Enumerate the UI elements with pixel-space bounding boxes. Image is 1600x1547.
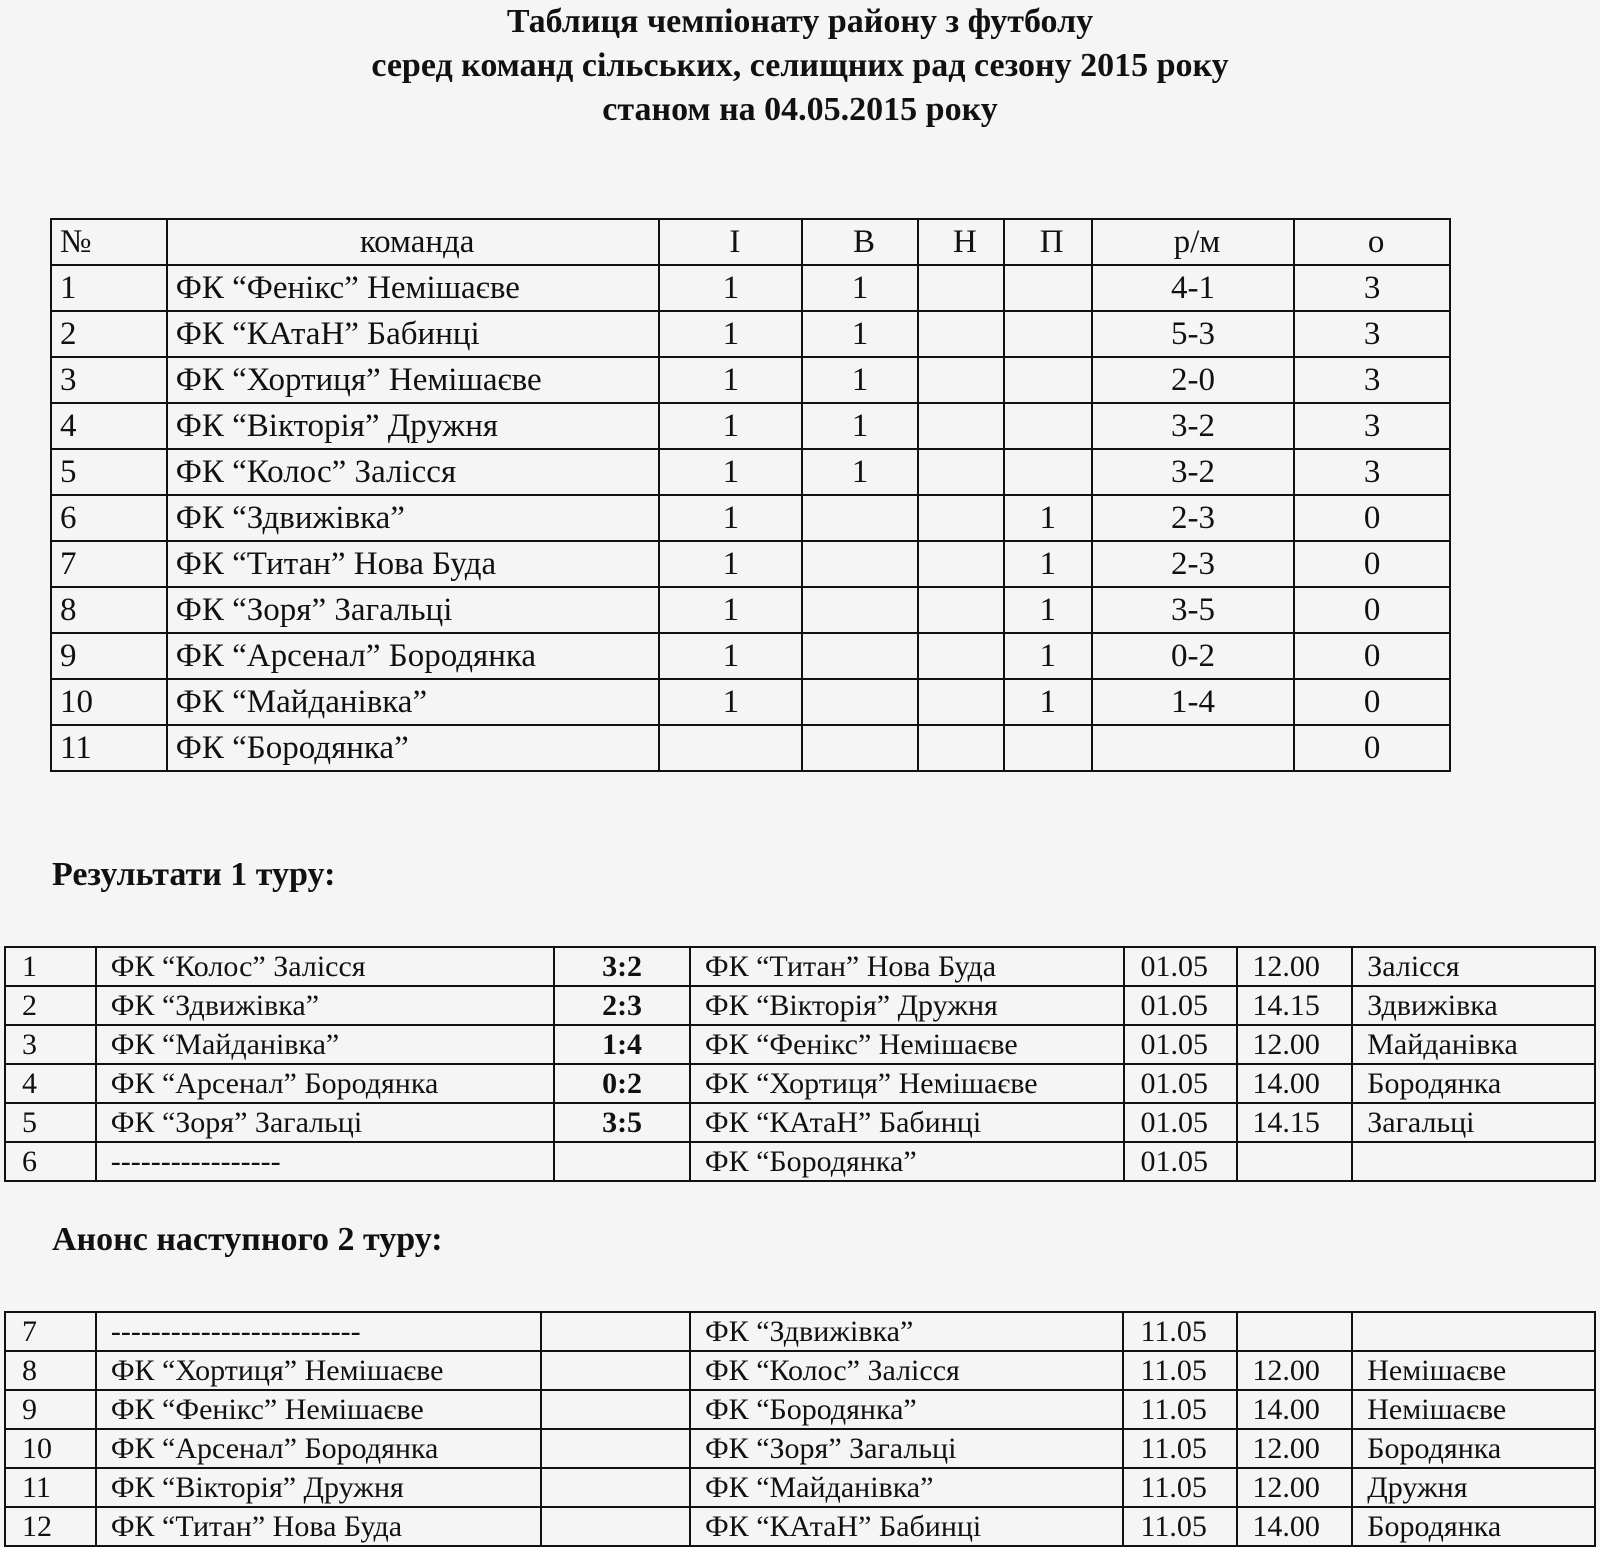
- away-team-cell: ФК “КАтаН” Бабинці: [690, 1507, 1124, 1546]
- standings-wins-cell: [802, 679, 918, 725]
- header-points: о: [1294, 219, 1450, 265]
- standings-wins-cell: [802, 495, 918, 541]
- time-cell: 14.15: [1237, 986, 1352, 1025]
- standings-table: [50, 218, 1451, 772]
- standings-wins-cell: 1: [802, 311, 918, 357]
- time-cell: 12.00: [1237, 1468, 1352, 1507]
- standings-goals-cell: 5-3: [1092, 311, 1295, 357]
- away-team-cell: ФК “КАтаН” Бабинці: [690, 1103, 1124, 1142]
- standings-losses-cell: 1: [1004, 587, 1092, 633]
- standings-points-cell: 0: [1294, 679, 1450, 725]
- match-number-cell: 10: [5, 1429, 96, 1468]
- venue-cell: [1352, 1312, 1595, 1351]
- date-cell: 11.05: [1123, 1468, 1237, 1507]
- standings-wins-cell: [802, 587, 918, 633]
- standings-played-cell: 1: [659, 311, 802, 357]
- standings-draws-cell: [918, 541, 1004, 587]
- score-cell: [541, 1507, 690, 1546]
- round2-match-row: [5, 1507, 1595, 1546]
- header-losses: П: [1004, 219, 1092, 265]
- standings-row: [51, 403, 1450, 449]
- date-cell: 11.05: [1123, 1351, 1237, 1390]
- standings-played-cell: 1: [659, 495, 802, 541]
- standings-row: [51, 449, 1450, 495]
- score-cell: 3:2: [554, 947, 690, 986]
- title-line-3: станом на 04.05.2015 року: [602, 91, 998, 128]
- standings-team-cell: ФК “Вікторія” Дружня: [167, 403, 660, 449]
- standings-wins-cell: [802, 725, 918, 771]
- standings-played-cell: 1: [659, 403, 802, 449]
- score-cell: [541, 1351, 690, 1390]
- standings-position-cell: 7: [51, 541, 167, 587]
- round1-results-table: [4, 946, 1596, 1182]
- standings-goals-cell: 0-2: [1092, 633, 1295, 679]
- date-cell: 11.05: [1123, 1390, 1237, 1429]
- standings-team-cell: ФК “Бородянка”: [167, 725, 660, 771]
- standings-wins-cell: 1: [802, 265, 918, 311]
- away-team-cell: ФК “Здвижівка”: [690, 1312, 1124, 1351]
- round1-match-row: [5, 986, 1595, 1025]
- standings-row: [51, 265, 1450, 311]
- round1-match-row: [5, 1103, 1595, 1142]
- away-team-cell: ФК “Вікторія” Дружня: [690, 986, 1124, 1025]
- standings-team-cell: ФК “Колос” Залісся: [167, 449, 660, 495]
- standings-losses-cell: 1: [1004, 633, 1092, 679]
- standings-position-cell: 6: [51, 495, 167, 541]
- standings-goals-cell: 3-2: [1092, 449, 1295, 495]
- standings-goals-cell: 2-0: [1092, 357, 1295, 403]
- standings-played-cell: 1: [659, 587, 802, 633]
- header-number: №: [51, 219, 167, 265]
- round2-heading: Анонс наступного 2 туру:: [52, 1221, 443, 1258]
- time-cell: 14.00: [1237, 1390, 1352, 1429]
- standings-position-cell: 3: [51, 357, 167, 403]
- away-team-cell: ФК “Колос” Залісся: [690, 1351, 1124, 1390]
- venue-cell: Залісся: [1352, 947, 1595, 986]
- standings-wins-cell: [802, 633, 918, 679]
- standings-points-cell: 0: [1294, 725, 1450, 771]
- score-cell: 1:4: [554, 1025, 690, 1064]
- venue-cell: [1352, 1142, 1595, 1181]
- score-cell: 3:5: [554, 1103, 690, 1142]
- standings-draws-cell: [918, 449, 1004, 495]
- header-draws: Н: [918, 219, 1004, 265]
- standings-played-cell: 1: [659, 633, 802, 679]
- time-cell: [1237, 1312, 1352, 1351]
- round2-match-row: [5, 1429, 1595, 1468]
- standings-points-cell: 3: [1294, 265, 1450, 311]
- away-team-cell: ФК “Бородянка”: [690, 1142, 1124, 1181]
- away-team-cell: ФК “Бородянка”: [690, 1390, 1124, 1429]
- home-team-cell: ФК “Майданівка”: [96, 1025, 555, 1064]
- standings-body: [51, 265, 1450, 771]
- venue-cell: Немішаєве: [1352, 1351, 1595, 1390]
- match-number-cell: 8: [5, 1351, 96, 1390]
- standings-row: [51, 311, 1450, 357]
- standings-points-cell: 3: [1294, 311, 1450, 357]
- standings-header-row: [51, 219, 1450, 265]
- standings-goals-cell: [1092, 725, 1295, 771]
- standings-team-cell: ФК “Майданівка”: [167, 679, 660, 725]
- time-cell: 12.00: [1237, 947, 1352, 986]
- score-cell: [554, 1142, 690, 1181]
- standings-played-cell: 1: [659, 679, 802, 725]
- standings-losses-cell: 1: [1004, 679, 1092, 725]
- match-number-cell: 1: [5, 947, 96, 986]
- standings-draws-cell: [918, 679, 1004, 725]
- standings-draws-cell: [918, 587, 1004, 633]
- standings-position-cell: 11: [51, 725, 167, 771]
- standings-position-cell: 5: [51, 449, 167, 495]
- title-line-1: Таблиця чемпіонату району з футболу: [506, 3, 1094, 40]
- score-cell: [541, 1312, 690, 1351]
- away-team-cell: ФК “Зоря” Загальці: [690, 1429, 1124, 1468]
- date-cell: 01.05: [1124, 1025, 1238, 1064]
- standings-row: [51, 357, 1450, 403]
- standings-draws-cell: [918, 265, 1004, 311]
- standings-played-cell: 1: [659, 357, 802, 403]
- away-team-cell: ФК “Майданівка”: [690, 1468, 1124, 1507]
- standings-goals-cell: 4-1: [1092, 265, 1295, 311]
- standings-played-cell: 1: [659, 265, 802, 311]
- home-team-cell: ФК “Вікторія” Дружня: [96, 1468, 541, 1507]
- venue-cell: Загальці: [1352, 1103, 1595, 1142]
- standings-played-cell: 1: [659, 541, 802, 587]
- venue-cell: Бородянка: [1352, 1429, 1595, 1468]
- date-cell: 11.05: [1123, 1429, 1237, 1468]
- round2-match-row: [5, 1468, 1595, 1507]
- title-line-2: серед команд сільських, селищних рад сезону 2015 року: [371, 47, 1229, 84]
- header-wins: В: [802, 219, 918, 265]
- score-cell: [541, 1390, 690, 1429]
- standings-points-cell: 0: [1294, 495, 1450, 541]
- standings-losses-cell: 1: [1004, 541, 1092, 587]
- standings-position-cell: 9: [51, 633, 167, 679]
- standings-team-cell: ФК “Здвижівка”: [167, 495, 660, 541]
- date-cell: 01.05: [1124, 986, 1238, 1025]
- round1-match-row: [5, 1025, 1595, 1064]
- match-number-cell: 4: [5, 1064, 96, 1103]
- round2-match-row: [5, 1390, 1595, 1429]
- round1-match-row: [5, 947, 1595, 986]
- score-cell: 2:3: [554, 986, 690, 1025]
- standings-points-cell: 3: [1294, 403, 1450, 449]
- standings-goals-cell: 3-5: [1092, 587, 1295, 633]
- standings-wins-cell: 1: [802, 357, 918, 403]
- date-cell: 11.05: [1123, 1507, 1237, 1546]
- time-cell: 12.00: [1237, 1429, 1352, 1468]
- venue-cell: Бородянка: [1352, 1064, 1595, 1103]
- round2-body: [5, 1312, 1595, 1546]
- home-team-cell: ФК “Хортиця” Немішаєве: [96, 1351, 541, 1390]
- standings-position-cell: 2: [51, 311, 167, 357]
- standings-goals-cell: 2-3: [1092, 495, 1295, 541]
- match-number-cell: 11: [5, 1468, 96, 1507]
- match-number-cell: 12: [5, 1507, 96, 1546]
- standings-points-cell: 0: [1294, 633, 1450, 679]
- home-team-cell: ФК “Арсенал” Бородянка: [96, 1064, 555, 1103]
- round2-match-row: [5, 1312, 1595, 1351]
- standings-row: [51, 541, 1450, 587]
- date-cell: 11.05: [1123, 1312, 1237, 1351]
- match-number-cell: 5: [5, 1103, 96, 1142]
- standings-team-cell: ФК “КАтаН” Бабинці: [167, 311, 660, 357]
- match-number-cell: 6: [5, 1142, 96, 1181]
- standings-losses-cell: [1004, 357, 1092, 403]
- round1-match-row: [5, 1064, 1595, 1103]
- home-team-cell: ФК “Зоря” Загальці: [96, 1103, 555, 1142]
- time-cell: [1237, 1142, 1352, 1181]
- header-goals: р/м: [1092, 219, 1295, 265]
- time-cell: 12.00: [1237, 1025, 1352, 1064]
- standings-losses-cell: [1004, 449, 1092, 495]
- round2-announce-table: [4, 1311, 1596, 1547]
- venue-cell: Дружня: [1352, 1468, 1595, 1507]
- standings-played-cell: [659, 725, 802, 771]
- standings-row: [51, 725, 1450, 771]
- standings-draws-cell: [918, 725, 1004, 771]
- time-cell: 14.15: [1237, 1103, 1352, 1142]
- standings-row: [51, 587, 1450, 633]
- date-cell: 01.05: [1124, 1103, 1238, 1142]
- date-cell: 01.05: [1124, 947, 1238, 986]
- standings-points-cell: 0: [1294, 587, 1450, 633]
- match-number-cell: 7: [5, 1312, 96, 1351]
- score-cell: [541, 1429, 690, 1468]
- match-number-cell: 9: [5, 1390, 96, 1429]
- header-played: І: [659, 219, 802, 265]
- time-cell: 12.00: [1237, 1351, 1352, 1390]
- match-number-cell: 2: [5, 986, 96, 1025]
- round1-body: [5, 947, 1595, 1181]
- standings-position-cell: 8: [51, 587, 167, 633]
- standings-losses-cell: [1004, 403, 1092, 449]
- home-team-cell: ФК “Титан” Нова Буда: [96, 1507, 541, 1546]
- score-cell: [541, 1468, 690, 1507]
- standings-draws-cell: [918, 311, 1004, 357]
- away-team-cell: ФК “Хортиця” Немішаєве: [690, 1064, 1124, 1103]
- home-team-cell: ФК “Арсенал” Бородянка: [96, 1429, 541, 1468]
- home-team-cell: ФК “Здвижівка”: [96, 986, 555, 1025]
- standings-draws-cell: [918, 495, 1004, 541]
- standings-row: [51, 495, 1450, 541]
- standings-goals-cell: 3-2: [1092, 403, 1295, 449]
- home-team-cell: ФК “Фенікс” Немішаєве: [96, 1390, 541, 1429]
- standings-wins-cell: 1: [802, 449, 918, 495]
- venue-cell: Немішаєве: [1352, 1390, 1595, 1429]
- standings-team-cell: ФК “Титан” Нова Буда: [167, 541, 660, 587]
- date-cell: 01.05: [1124, 1064, 1238, 1103]
- round2-match-row: [5, 1351, 1595, 1390]
- standings-team-cell: ФК “Хортиця” Немішаєве: [167, 357, 660, 403]
- standings-losses-cell: [1004, 311, 1092, 357]
- standings-draws-cell: [918, 633, 1004, 679]
- standings-wins-cell: [802, 541, 918, 587]
- standings-wins-cell: 1: [802, 403, 918, 449]
- match-number-cell: 3: [5, 1025, 96, 1064]
- standings-position-cell: 1: [51, 265, 167, 311]
- away-team-cell: ФК “Титан” Нова Буда: [690, 947, 1124, 986]
- standings-position-cell: 10: [51, 679, 167, 725]
- standings-position-cell: 4: [51, 403, 167, 449]
- time-cell: 14.00: [1237, 1064, 1352, 1103]
- standings-row: [51, 633, 1450, 679]
- standings-row: [51, 679, 1450, 725]
- score-cell: 0:2: [554, 1064, 690, 1103]
- home-team-cell: -------------------------: [96, 1312, 541, 1351]
- round1-heading: Результати 1 туру:: [52, 856, 336, 893]
- home-team-cell: -----------------: [96, 1142, 555, 1181]
- date-cell: 01.05: [1124, 1142, 1238, 1181]
- venue-cell: Бородянка: [1352, 1507, 1595, 1546]
- standings-goals-cell: 1-4: [1092, 679, 1295, 725]
- home-team-cell: ФК “Колос” Залісся: [96, 947, 555, 986]
- standings-team-cell: ФК “Фенікс” Немішаєве: [167, 265, 660, 311]
- standings-points-cell: 0: [1294, 541, 1450, 587]
- round1-match-row: [5, 1142, 1595, 1181]
- standings-losses-cell: [1004, 725, 1092, 771]
- standings-goals-cell: 2-3: [1092, 541, 1295, 587]
- standings-draws-cell: [918, 403, 1004, 449]
- standings-losses-cell: [1004, 265, 1092, 311]
- standings-team-cell: ФК “Зоря” Загальці: [167, 587, 660, 633]
- standings-played-cell: 1: [659, 449, 802, 495]
- standings-losses-cell: 1: [1004, 495, 1092, 541]
- standings-team-cell: ФК “Арсенал” Бородянка: [167, 633, 660, 679]
- standings-draws-cell: [918, 357, 1004, 403]
- time-cell: 14.00: [1237, 1507, 1352, 1546]
- standings-points-cell: 3: [1294, 357, 1450, 403]
- venue-cell: Майданівка: [1352, 1025, 1595, 1064]
- header-team: команда: [167, 219, 660, 265]
- away-team-cell: ФК “Фенікс” Немішаєве: [690, 1025, 1124, 1064]
- standings-points-cell: 3: [1294, 449, 1450, 495]
- document-title: [0, 0, 1600, 132]
- venue-cell: Здвижівка: [1352, 986, 1595, 1025]
